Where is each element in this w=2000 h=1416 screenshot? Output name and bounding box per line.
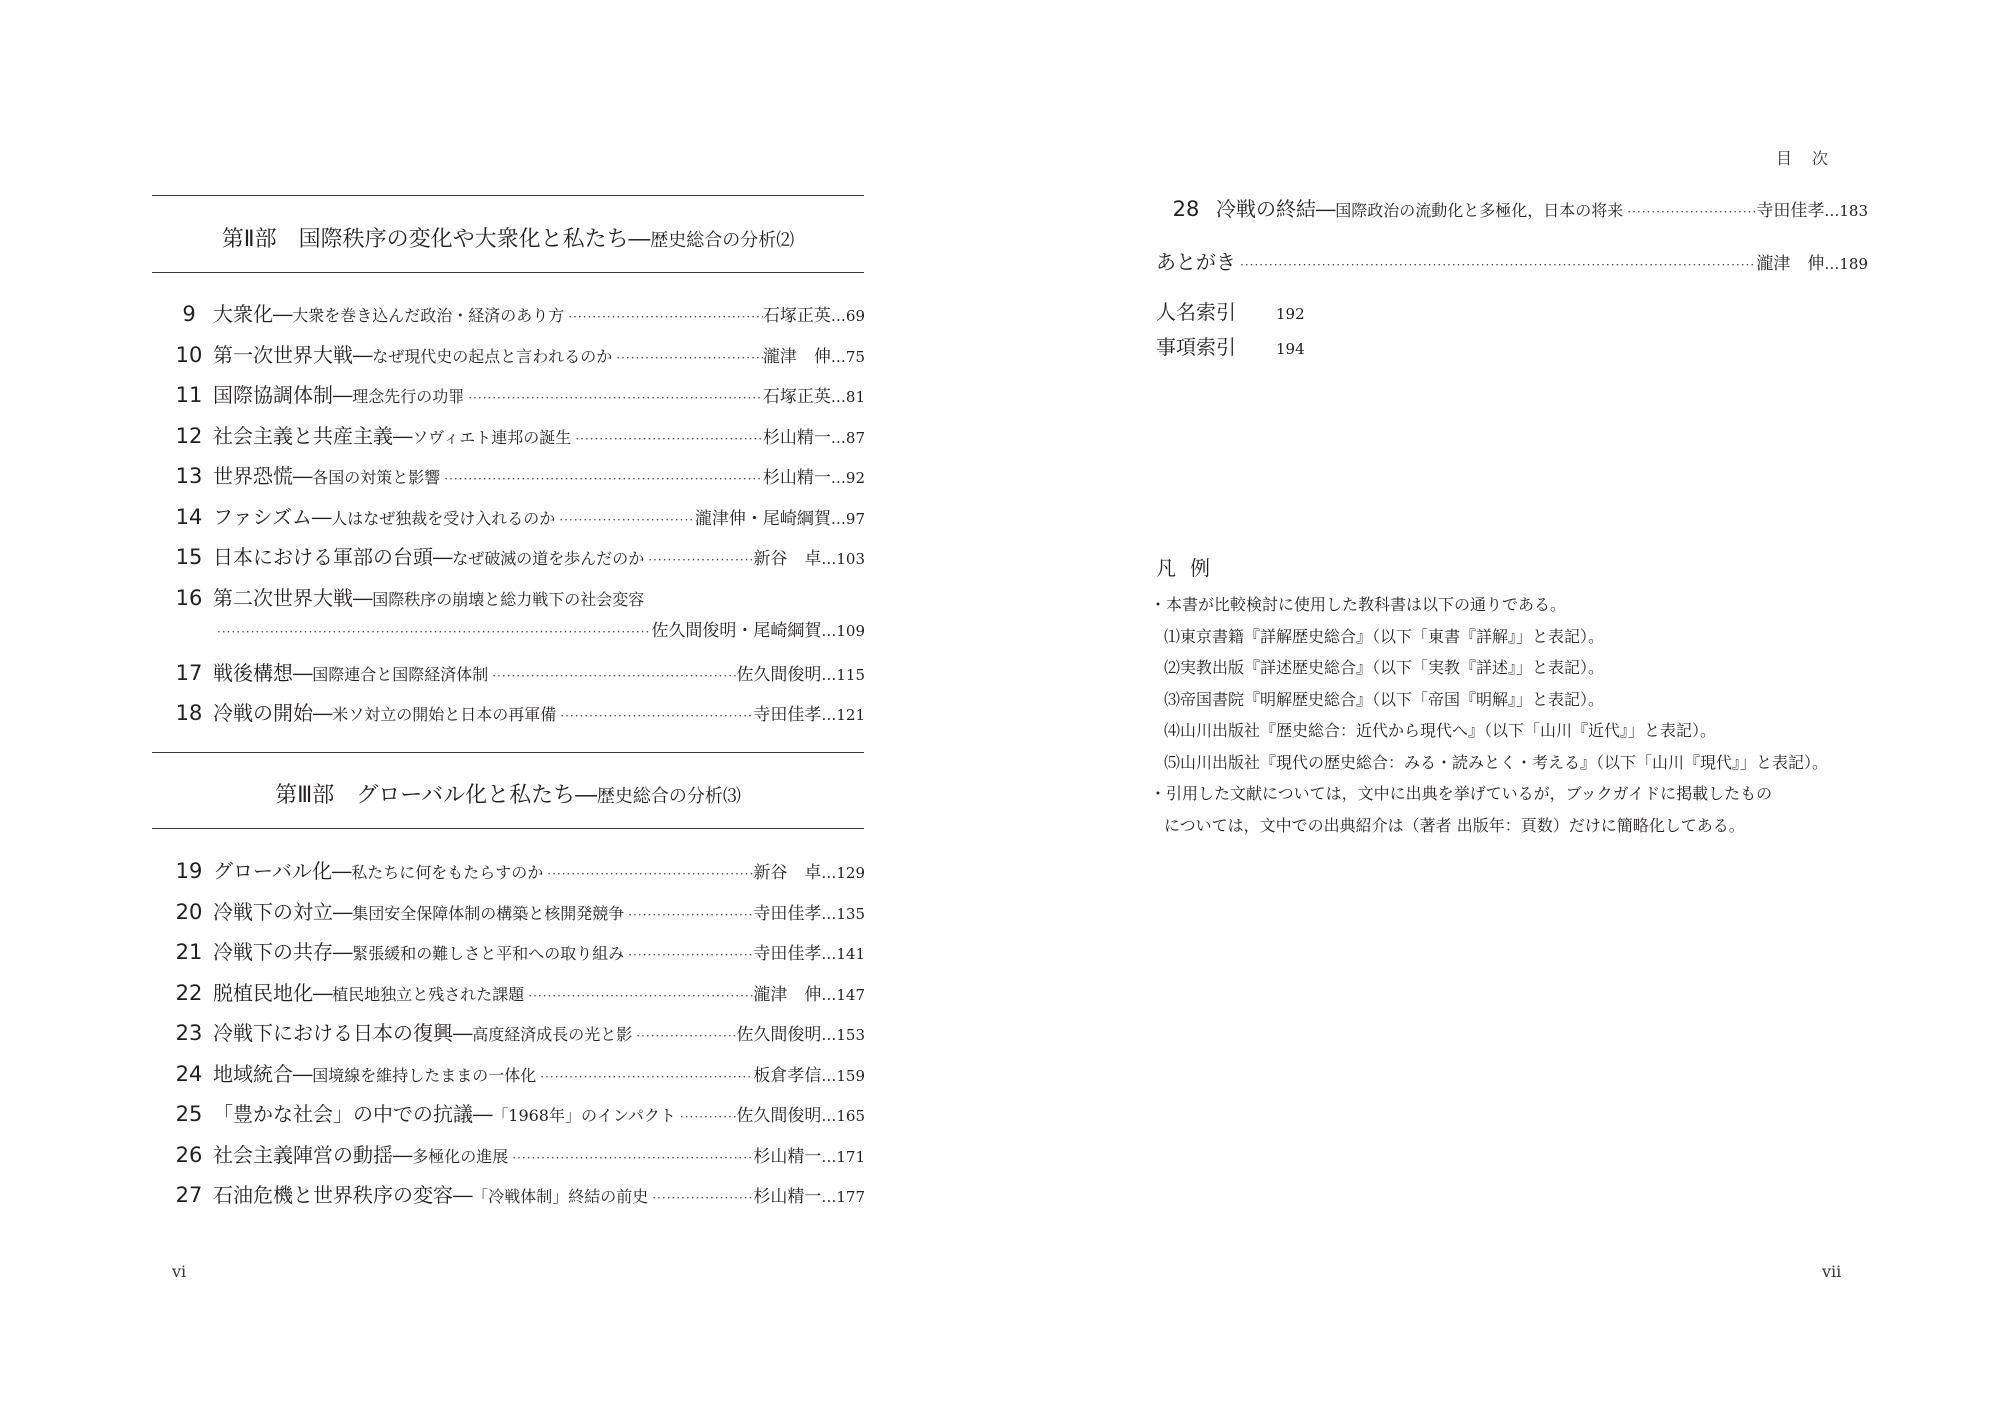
- leader-dots: [564, 310, 763, 324]
- note-line: ⑸山川出版社『現代の歴史総合：みる・読みとく・考える』（以下「山川『現代』」と表記）。: [1164, 752, 1829, 772]
- leader-dots: [556, 709, 753, 723]
- entry-title: 冷戦下の対立: [213, 899, 333, 924]
- entry-title: 国際協調体制: [213, 383, 333, 407]
- part3-top-rule: [152, 752, 864, 753]
- toc-entry-20: [165, 896, 865, 936]
- entry-number: 26: [175, 1142, 203, 1167]
- entry-title: 脱植民地化: [213, 980, 313, 1005]
- entry-title: ファシズム: [213, 504, 312, 529]
- entry-page: …159: [821, 1066, 865, 1085]
- entry-number: 17: [175, 660, 203, 685]
- running-head: 目次: [1775, 149, 1848, 168]
- entry-title: 冷戦の終結: [1216, 197, 1316, 221]
- entry-author: 瀧津伸・尾崎綱賀: [694, 508, 831, 529]
- entry-title: 冷戦下の共存: [213, 940, 333, 964]
- toc-entry-13: [165, 460, 865, 500]
- leader-dots: [571, 432, 763, 446]
- leader-dots: [543, 867, 753, 881]
- entry-title: 冷戦下における日本の復興: [213, 1021, 453, 1045]
- leader-dots: [488, 669, 736, 683]
- entry-title: 冷戦の開始: [213, 701, 313, 725]
- entry-author: 寺田佳孝: [753, 944, 822, 964]
- entry-subtitle: ──米ソ対立の開始と日本の再軍備: [313, 705, 557, 724]
- right-page: [1000, 0, 2000, 1416]
- part2-title-sub: ──歴史総合の分析⑵: [628, 230, 795, 251]
- entry-number: 19: [175, 859, 203, 883]
- entry-author: 瀧津 伸: [753, 984, 822, 1005]
- entry-number: 23: [175, 1021, 203, 1045]
- toc-subject-index: [1156, 331, 1305, 360]
- index-title: 事項索引: [1156, 335, 1236, 359]
- entry-author: 佐久間俊明: [736, 1025, 822, 1045]
- entry-title: 「豊かな社会」の中での抗議: [213, 1102, 473, 1126]
- entry-subtitle: ──高度経済成長の光と影: [453, 1025, 633, 1044]
- entry-page: …97: [830, 509, 865, 528]
- entry-number: 16: [175, 585, 203, 610]
- part2-top-rule: [152, 195, 864, 196]
- entry-number: 21: [175, 940, 203, 964]
- entry-author: 杉山精一: [762, 468, 831, 488]
- toc-entry-25: [165, 1098, 865, 1138]
- toc-name-index: [1156, 296, 1305, 325]
- entry-author: 佐久間俊明・尾崎綱賀: [651, 620, 822, 641]
- toc-entry-19: [165, 855, 865, 895]
- entry-author: 佐久間俊明: [736, 1106, 822, 1126]
- entry-subtitle: ──人はなぜ独裁を受け入れるのか: [312, 508, 556, 528]
- leader-dots: [624, 908, 753, 922]
- entry-author: 杉山精一: [753, 1146, 822, 1167]
- entry-author: 新谷 卓: [753, 549, 822, 569]
- entry-title: 大衆化: [213, 302, 273, 326]
- entry-page: …153: [821, 1026, 865, 1044]
- leader-dots: [644, 553, 753, 567]
- part3-bottom-rule: [152, 828, 864, 829]
- entry-author: 佐久間俊明: [736, 664, 822, 685]
- toc-entry-26: [165, 1139, 865, 1179]
- note-line: ⑴東京書籍『詳解歴史総合』（以下「東書『詳解』」と表記）。: [1164, 626, 1605, 646]
- entry-author: 寺田佳孝: [753, 903, 822, 924]
- toc-entry-10: [165, 339, 865, 379]
- note-line: ⑷山川出版社『歴史総合：近代から現代へ』（以下「山川『近代』」と表記）。: [1164, 721, 1717, 740]
- entry-page: …177: [821, 1188, 865, 1206]
- leader-dots: [464, 391, 763, 405]
- entry-page: …129: [821, 864, 865, 882]
- entry-author: 板倉孝信: [753, 1065, 822, 1086]
- toc-entry-27: [165, 1179, 865, 1219]
- entry-page: …147: [821, 985, 865, 1004]
- entry-subtitle: ──理念先行の功罪: [333, 387, 465, 406]
- entry-subtitle: ──国境線を維持したままの一体化: [293, 1065, 537, 1085]
- toc-entry-18: [165, 697, 865, 737]
- entry-title: 社会主義陣営の動揺: [213, 1142, 393, 1167]
- entry-author: 寺田佳孝: [1756, 201, 1825, 221]
- entry-subtitle: ──なぜ破滅の道を歩んだのか: [433, 549, 645, 568]
- leader-dots: [555, 513, 695, 527]
- entry-subtitle: ──ソヴィエト連邦の誕生: [393, 427, 572, 447]
- entry-number: 22: [175, 980, 203, 1005]
- part3-title: [152, 778, 864, 809]
- toc-entry-21: [165, 936, 865, 976]
- notes-heading: 凡例: [1156, 556, 1224, 580]
- leader-dots: [1623, 205, 1756, 219]
- entry-page: …183: [1824, 202, 1868, 220]
- leader-dots: [213, 625, 651, 639]
- entry-author: 石塚正英: [762, 306, 831, 326]
- toc-entry-22: [165, 977, 865, 1017]
- entry-number: 24: [175, 1061, 203, 1086]
- entry-subtitle: ──国際政治の流動化と多極化，日本の将来: [1316, 201, 1624, 220]
- entry-number: 15: [175, 545, 203, 569]
- entry-subtitle: ──私たちに何をもたらすのか: [332, 863, 544, 882]
- entry-title: 社会主義と共産主義: [213, 423, 393, 448]
- entry-page: …103: [821, 550, 865, 568]
- entry-number: 11: [175, 383, 203, 407]
- entry-page: …171: [821, 1147, 865, 1166]
- entry-number: 27: [175, 1183, 203, 1207]
- entry-subtitle: ──国際秩序の崩壊と総力戦下の社会変容: [353, 589, 645, 609]
- entry-author: 杉山精一: [762, 427, 831, 448]
- entry-subtitle: ──大衆を巻き込んだ政治・経済のあり方: [273, 306, 565, 325]
- entry-number: 10: [175, 342, 203, 367]
- entry-page: …87: [830, 428, 865, 447]
- leader-dots: [524, 989, 753, 1003]
- entry-page: …92: [830, 469, 865, 487]
- entry-title: グローバル化: [213, 859, 332, 883]
- note-line: ⑵実教出版『詳述歴史総合』（以下「実教『詳述』」と表記）。: [1164, 658, 1605, 677]
- entry-title: 第二次世界大戦: [213, 585, 353, 610]
- entry-title: 日本における軍部の台頭: [213, 545, 433, 569]
- toc-entry-28: [1156, 193, 1868, 222]
- leader-dots: [536, 1070, 753, 1084]
- toc-entry-11: [165, 379, 865, 419]
- leader-dots: [648, 1191, 753, 1205]
- entry-number: 9: [182, 302, 196, 326]
- entry-title: 地域統合: [213, 1061, 293, 1086]
- entry-page: …121: [821, 706, 865, 724]
- entry-page: …109: [821, 621, 865, 640]
- entry-number: 13: [175, 464, 203, 488]
- part3-title-sub: ──歴史総合の分析⑶: [575, 786, 741, 807]
- entry-page: …115: [821, 665, 865, 684]
- afterword-title: あとがき: [1156, 250, 1236, 274]
- part2-bottom-rule: [152, 272, 864, 273]
- entry-subtitle: ──集団安全保障体制の構築と核開発競争: [333, 903, 625, 923]
- entry-author: 瀧津 伸: [762, 346, 831, 367]
- note-line: ・本書が比較検討に使用した教科書は以下の通りである。: [1150, 595, 1567, 614]
- entry-title: 第一次世界大戦: [213, 342, 353, 367]
- leader-dots: [1236, 258, 1756, 272]
- toc-entry-16-line2: [213, 616, 865, 641]
- index-title: 人名索引: [1156, 300, 1236, 324]
- note-line: ・引用した文献については，文中に出典を挙げているが，ブックガイドに掲載したもの: [1150, 784, 1773, 803]
- entry-author: 石塚正英: [762, 387, 831, 407]
- toc-entry-15: [165, 541, 865, 581]
- leader-dots: [676, 1110, 736, 1124]
- toc-entry-24: [165, 1058, 865, 1098]
- entry-title: 戦後構想: [213, 660, 293, 685]
- entry-subtitle: ──緊張緩和の難しさと平和への取り組み: [333, 944, 625, 963]
- leader-dots: [624, 948, 753, 962]
- afterword-author: 瀧津 伸: [1756, 254, 1825, 274]
- toc-entry-12: [165, 420, 865, 460]
- entry-page: …81: [830, 388, 865, 406]
- entry-subtitle: ──多極化の進展: [393, 1146, 509, 1166]
- left-folio: vi: [172, 1262, 187, 1281]
- entry-subtitle: ──国際連合と国際経済体制: [293, 664, 489, 684]
- entry-subtitle: ──各国の対策と影響: [293, 468, 441, 487]
- entry-author: 寺田佳孝: [753, 705, 822, 725]
- part2-title-main: 第Ⅱ部 国際秩序の変化や大衆化と私たち: [221, 227, 629, 252]
- entry-page: …165: [821, 1107, 865, 1125]
- toc-entry-17: [165, 657, 865, 697]
- part2-title: [152, 222, 864, 253]
- entry-page: …69: [830, 307, 865, 325]
- part3-title-main: 第Ⅲ部 グローバル化と私たち: [275, 783, 576, 808]
- entry-subtitle: ──「1968年」のインパクト: [473, 1106, 676, 1125]
- entry-subtitle: ──なぜ現代史の起点と言われるのか: [353, 346, 613, 366]
- entry-number: 20: [175, 899, 203, 924]
- entry-subtitle: ──植民地独立と残された課題: [313, 984, 525, 1004]
- note-line: については，文中での出典紹介は（著者 出版年：頁数）だけに簡略化してある。: [1164, 815, 1745, 835]
- entry-title: 石油危機と世界秩序の変容: [213, 1183, 453, 1207]
- leader-dots: [632, 1029, 736, 1043]
- toc-afterword: [1156, 246, 1868, 275]
- entry-page: …141: [821, 945, 865, 963]
- right-folio: vii: [1822, 1262, 1842, 1281]
- entry-author: 杉山精一: [753, 1187, 822, 1207]
- entry-page: …135: [821, 904, 865, 923]
- entry-title: 世界恐慌: [213, 464, 293, 488]
- entry-author: 新谷 卓: [753, 863, 822, 883]
- entry-subtitle: ──「冷戦体制」終結の前史: [453, 1187, 649, 1206]
- toc-entry-23: [165, 1017, 865, 1057]
- note-line: ⑶帝国書院『明解歴史総合』（以下「帝国『明解』」と表記）。: [1164, 689, 1605, 709]
- entry-number: 12: [175, 423, 203, 448]
- index-page: 194: [1276, 340, 1305, 358]
- entry-number: 28: [1172, 197, 1200, 221]
- entry-number: 18: [175, 701, 203, 725]
- afterword-page: …189: [1824, 255, 1868, 273]
- leader-dots: [440, 472, 763, 486]
- toc-entry-9: [165, 298, 865, 338]
- leader-dots: [612, 351, 763, 365]
- entry-page: …75: [830, 347, 865, 366]
- index-page: 192: [1276, 305, 1305, 323]
- entry-number: 25: [175, 1102, 203, 1126]
- leader-dots: [508, 1151, 753, 1165]
- entry-number: 14: [175, 504, 203, 529]
- toc-entry-14: [165, 501, 865, 541]
